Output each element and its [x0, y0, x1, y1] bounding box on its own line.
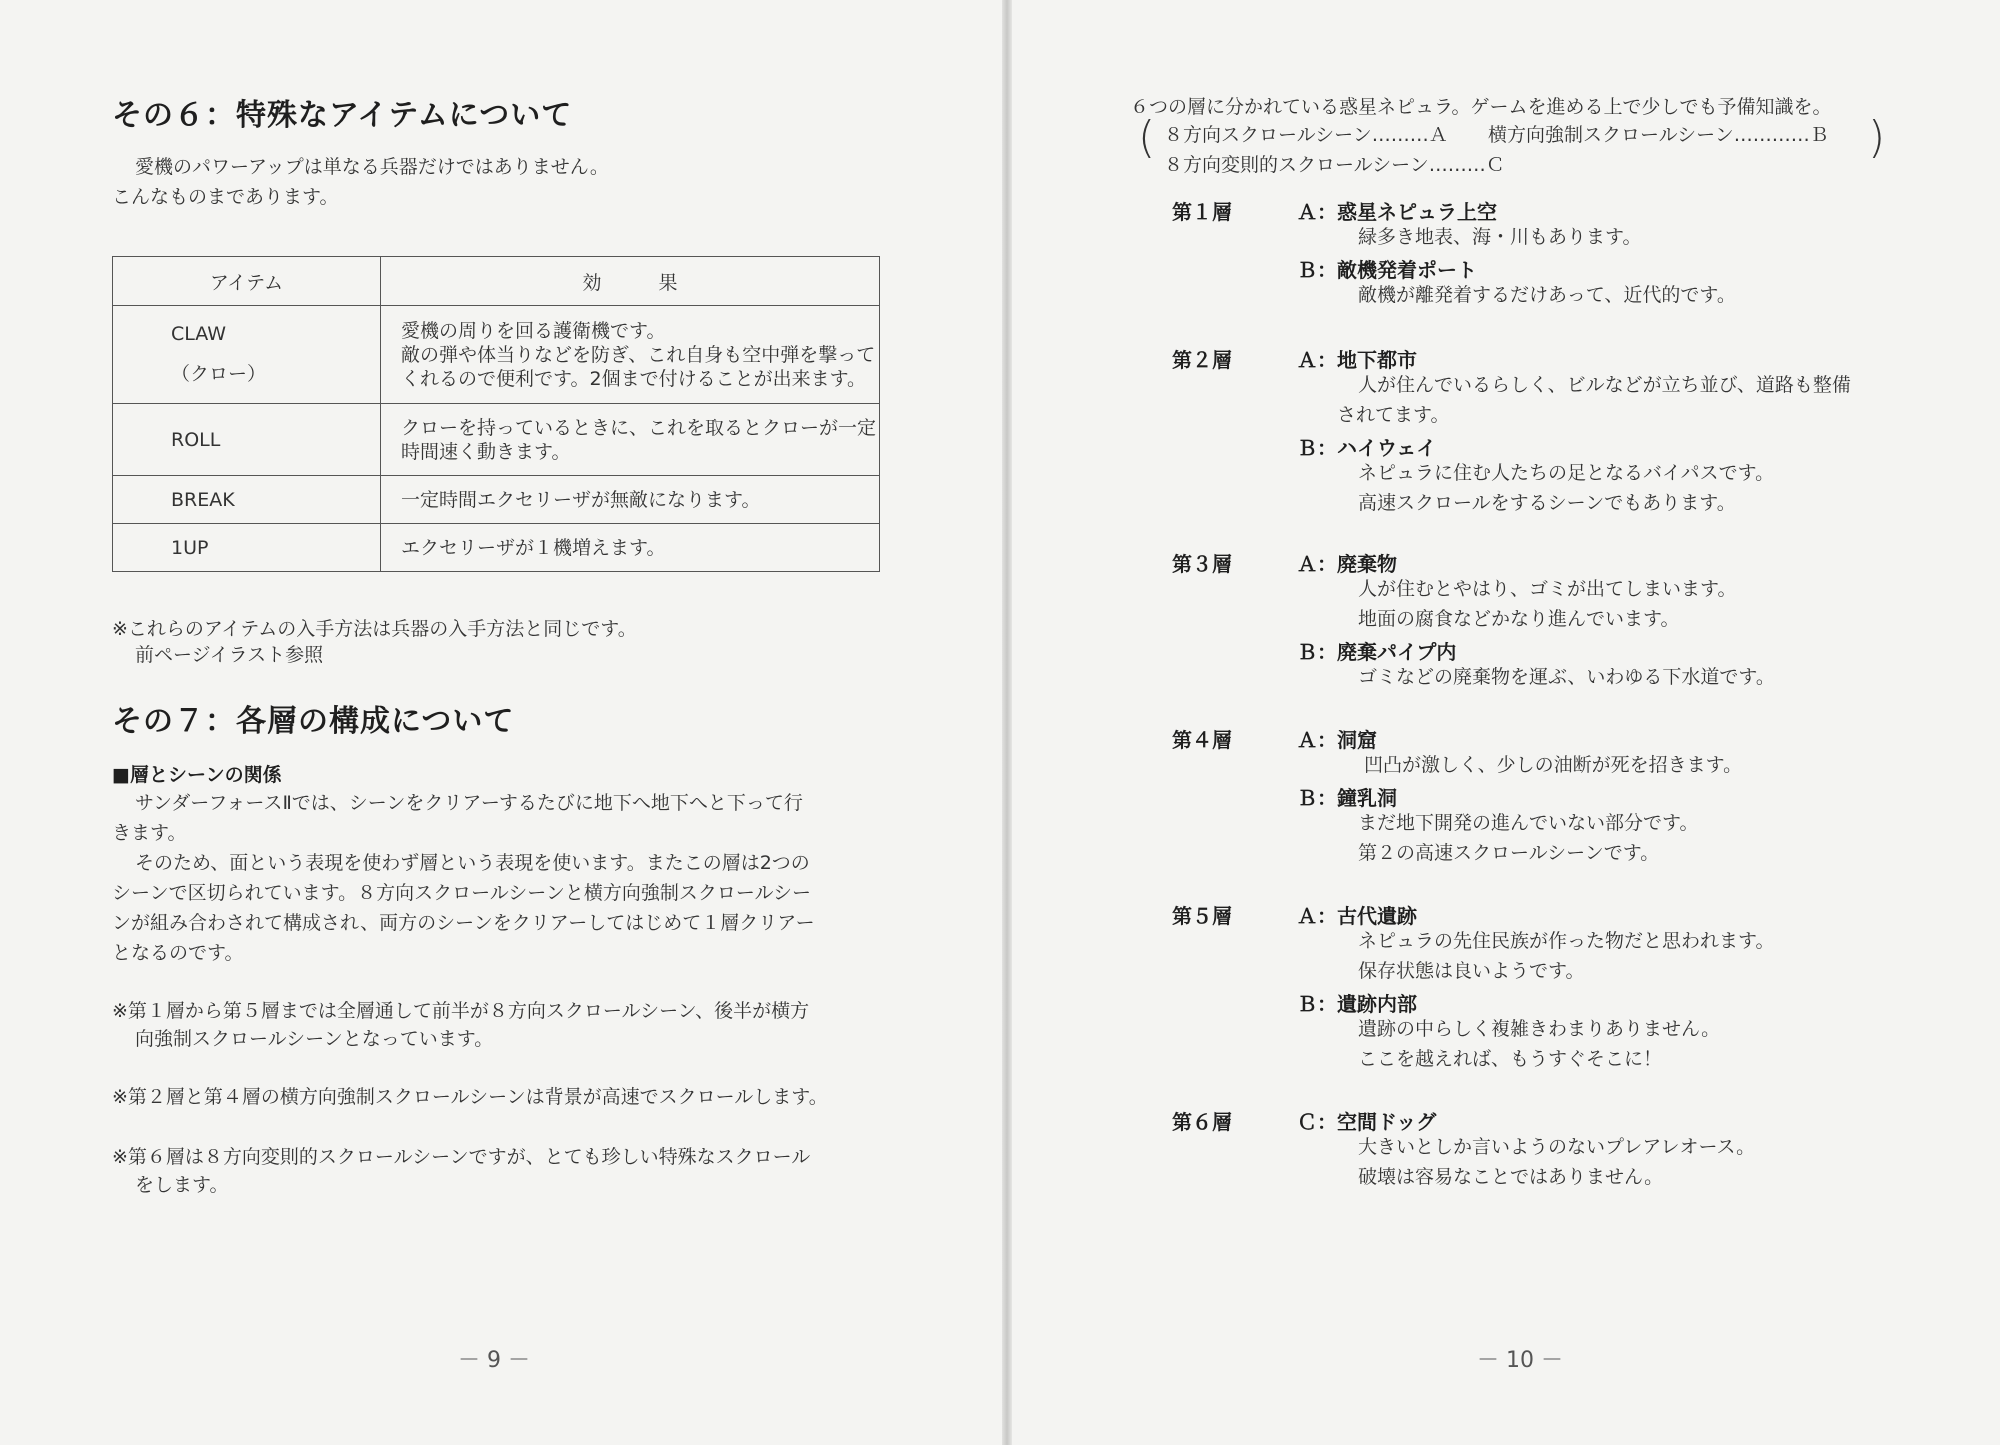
item-effect-cell	[381, 476, 880, 524]
effect-line: エクセリーザが１機増えます。	[401, 536, 666, 559]
section7-note2: ※第２層と第４層の横方向強制スクロールシーンは背景が高速でスクロールします。	[112, 1086, 828, 1108]
effect-line: 一定時間エクセリーザが無敵になります。	[401, 488, 761, 511]
section7-note3-line2: をします。	[135, 1174, 229, 1196]
scene-title: Ａ：惑星ネピュラ上空	[1297, 200, 1497, 224]
right-page	[1012, 0, 2000, 1445]
scene-desc: 遺跡の中らしく複雑きわまりありません。	[1358, 1018, 1721, 1040]
section7-para1-line2: きます。	[112, 822, 187, 844]
scene-desc: ゴミなどの廃棄物を運ぶ、いわゆる下水道です。	[1358, 666, 1775, 688]
book-gutter	[1002, 0, 1012, 1445]
col-item-header: アイテム	[113, 257, 381, 306]
scene-title: Ａ：廃棄物	[1297, 552, 1397, 576]
page-number-right: － 10 －	[1477, 1348, 1563, 1373]
table-row	[113, 524, 880, 572]
layer-label: 第１層	[1172, 200, 1232, 224]
section7-note1-line2: 向強制スクロールシーンとなっています。	[135, 1028, 494, 1050]
scene-desc: されてます。	[1337, 404, 1450, 426]
effect-line: 愛機の周りを回る護衛機です。	[401, 319, 666, 342]
item-name-alt: （クロー）	[171, 363, 267, 385]
scene-title: Ｂ：ハイウェイ	[1297, 436, 1437, 460]
item-effect-cell	[381, 524, 880, 572]
item-effect-cell	[381, 306, 880, 404]
section7-note3-line1: ※第６層は８方向変則的スクロールシーンですが、とても珍しい特殊なスクロール	[112, 1146, 811, 1168]
layer-label: 第５層	[1172, 904, 1232, 928]
item-name-cell	[113, 476, 381, 524]
item-name: CLAW	[171, 323, 227, 345]
effect-line: 敵の弾や体当りなどを防ぎ、これ自身も空中弾を撃って	[401, 343, 876, 366]
layer-label: 第２層	[1172, 348, 1232, 372]
section7-para2-line2: シーンで区切られています。８方向スクロールシーンと横方向強制スクロールシー	[112, 882, 812, 904]
scene-desc: ネピュラの先住民族が作った物だと思われます。	[1358, 930, 1775, 952]
scene-desc: 人が住むとやはり、ゴミが出てしまいます。	[1358, 578, 1737, 600]
legend-scroll-a: ８方向スクロールシーン………Ａ	[1164, 124, 1448, 146]
legend-scroll-c: ８方向変則的スクロールシーン………Ｃ	[1164, 154, 1505, 176]
scene-desc: 破壊は容易なことではありません。	[1358, 1166, 1664, 1188]
scene-desc: 緑多き地表、海・川もあります。	[1358, 226, 1642, 248]
scene-title: Ａ：古代遺跡	[1297, 904, 1417, 928]
scene-title: Ｂ：遺跡内部	[1297, 992, 1417, 1016]
scene-desc: まだ地下開発の進んでいない部分です。	[1358, 812, 1699, 834]
section7-para1-line1: サンダーフォースⅡでは、シーンをクリアーするたびに地下へ地下へと下って行	[135, 792, 803, 814]
section6-intro-line1: 愛機のパワーアップは単なる兵器だけではありません。	[135, 156, 609, 178]
section6-intro-line2: こんなものまであります。	[112, 186, 339, 208]
effect-line: くれるので便利です。2個まで付けることが出来ます。	[401, 367, 867, 390]
effect-line: クローを持っているときに、これを取るとクローが一定	[401, 416, 877, 439]
item-name-cell	[113, 306, 381, 404]
scene-desc: ネピュラに住む人たちの足となるバイパスです。	[1358, 462, 1775, 484]
section6-heading: その６：特殊なアイテムについて	[112, 98, 573, 133]
table-row	[113, 404, 880, 476]
section7-para2-line4: となるのです。	[112, 942, 244, 964]
page-number-left: － 9 －	[458, 1348, 530, 1373]
col-effect-header: 効 果	[381, 257, 880, 306]
section6-note-line2: 前ページイラスト参照	[135, 644, 324, 666]
scene-desc: 敵機が離発着するだけあって、近代的です。	[1358, 284, 1736, 306]
scene-desc: 地面の腐食などかなり進んでいます。	[1358, 608, 1680, 630]
scene-desc: 凹凸が激しく、少しの油断が死を招きます。	[1364, 754, 1743, 776]
item-table-header	[113, 257, 880, 306]
scene-title: Ａ：地下都市	[1297, 348, 1417, 372]
item-table	[112, 256, 880, 572]
item-name: BREAK	[171, 488, 235, 511]
scene-desc: 人が住んでいるらしく、ビルなどが立ち並び、道路も整備	[1358, 374, 1851, 396]
scene-desc: ここを越えれば、もうすぐそこに！	[1358, 1048, 1663, 1070]
item-name: 1UP	[171, 536, 209, 559]
effect-line: 時間速く動きます。	[401, 440, 571, 463]
scene-title: Ｂ：敵機発着ポート	[1297, 258, 1477, 282]
item-name-cell	[113, 524, 381, 572]
section7-para2-line1: そのため、面という表現を使わず層という表現を使います。またこの層は2つの	[135, 852, 810, 874]
scene-desc: 大きいとしか言いようのないプレアレオース。	[1358, 1136, 1756, 1158]
item-name-cell	[113, 404, 381, 476]
item-effect-cell	[381, 404, 880, 476]
section7-note1-line1: ※第１層から第５層までは全層通して前半が８方向スクロールシーン、後半が横方	[112, 1000, 810, 1022]
table-row	[113, 306, 880, 404]
table-row	[113, 476, 880, 524]
scene-title: Ａ：洞窟	[1297, 728, 1377, 752]
layer-label: 第３層	[1172, 552, 1232, 576]
legend-close-paren: )	[1868, 112, 1886, 163]
legend-open-paren: (	[1138, 112, 1156, 163]
scene-title: Ｂ：廃棄パイプ内	[1297, 640, 1457, 664]
scene-title: Ｃ：空間ドッグ	[1297, 1110, 1437, 1134]
scene-desc: 保存状態は良いようです。	[1358, 960, 1585, 982]
right-intro: ６つの層に分かれている惑星ネピュラ。ゲームを進める上で少しでも予備知識を。	[1130, 96, 1832, 118]
item-name: ROLL	[171, 428, 221, 451]
section6-note-line1: ※これらのアイテムの入手方法は兵器の入手方法と同じです。	[112, 618, 637, 640]
scene-desc: 高速スクロールをするシーンでもあります。	[1358, 492, 1736, 514]
scene-desc: 第２の高速スクロールシーンです。	[1358, 842, 1660, 864]
section7-heading: その７：各層の構成について	[112, 704, 515, 739]
legend-scroll-b: 横方向強制スクロールシーン…………Ｂ	[1488, 124, 1829, 146]
layer-label: 第６層	[1172, 1110, 1232, 1134]
section7-subheading: ■層とシーンの関係	[112, 764, 282, 786]
layer-label: 第４層	[1172, 728, 1232, 752]
scene-title: Ｂ：鐘乳洞	[1297, 786, 1397, 810]
section7-para2-line3: ンが組み合わされて構成され、両方のシーンをクリアーしてはじめて１層クリアー	[112, 912, 815, 934]
